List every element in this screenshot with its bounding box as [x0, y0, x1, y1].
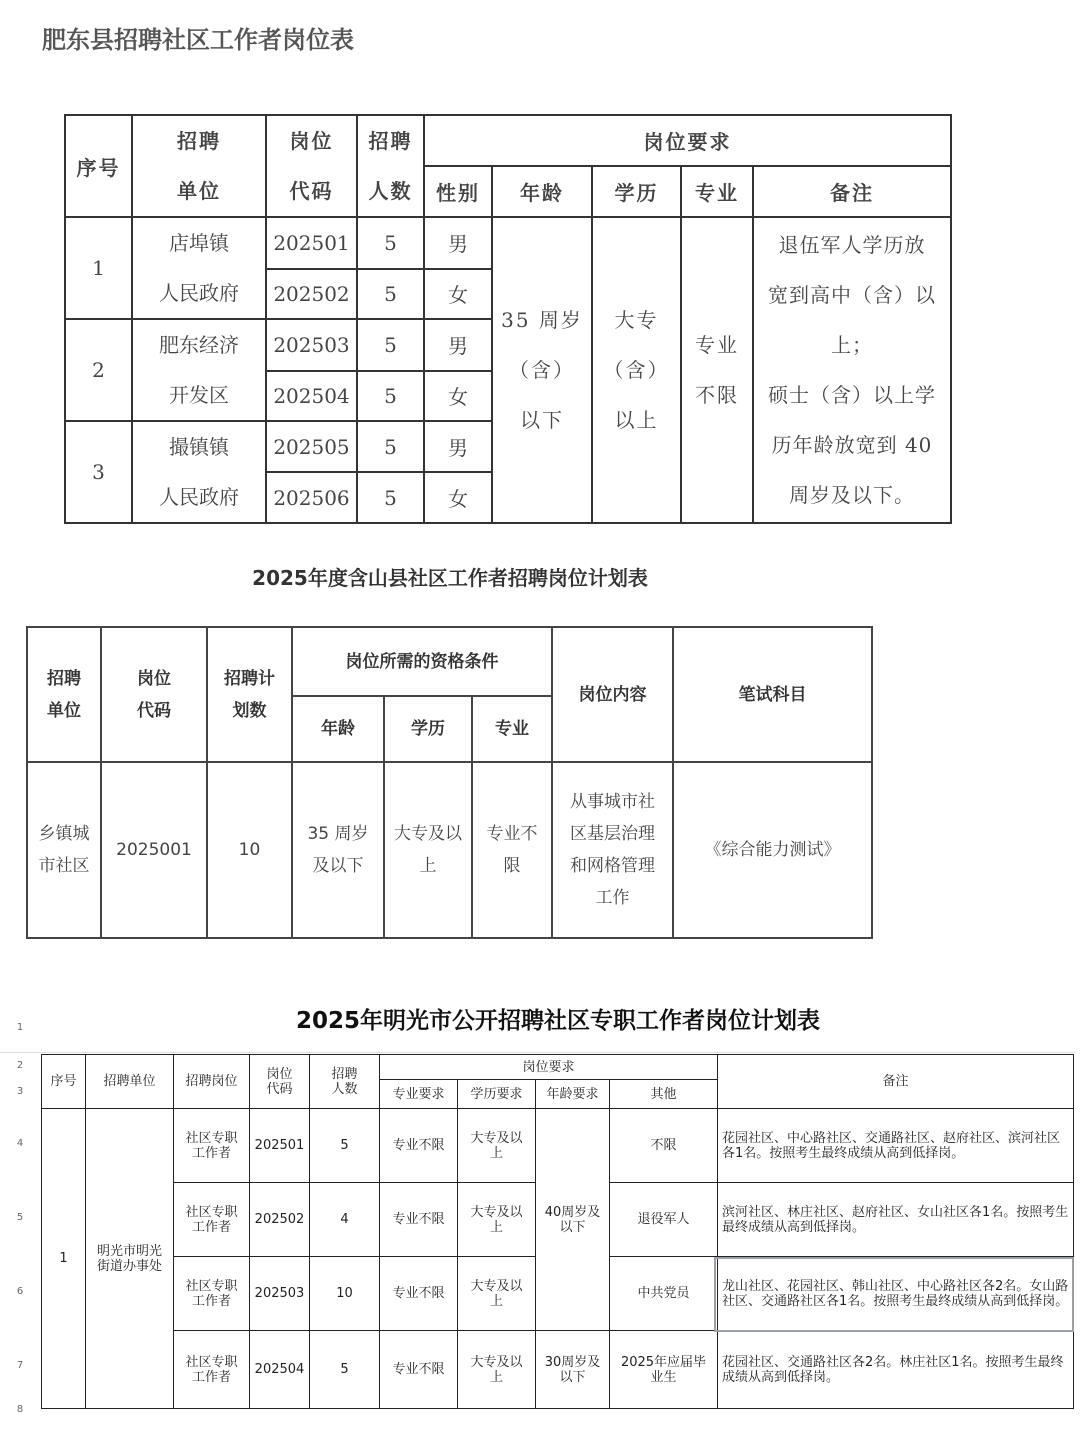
header-code[interactable]: 岗位 代码 [250, 1055, 310, 1109]
header-count: 招聘 人数 [357, 115, 424, 217]
row-gender: 女 [424, 269, 492, 320]
header-unit: 招聘 单位 [27, 627, 101, 762]
hanshan-plan-table [26, 626, 873, 939]
row-count: 5 [357, 371, 424, 422]
row-seq: 1 [65, 217, 132, 319]
feidong-post-table [64, 114, 952, 524]
row-number[interactable]: 6 [16, 1286, 24, 1297]
education-requirement: 大专 （含） 以上 [592, 217, 681, 523]
header-age: 年龄 [492, 166, 592, 217]
row-gender: 女 [424, 371, 492, 422]
row-remark[interactable]: 龙山社区、花园社区、韩山社区、中心路社区各2名。女山路社区、交通路社区各1名。按照考生最终成绩从高到低择岗。 [718, 1257, 1074, 1331]
header-requirements[interactable]: 岗位要求 [380, 1055, 718, 1080]
row-other[interactable]: 2025年应届毕 业生 [610, 1331, 718, 1409]
header-major: 专业 [472, 696, 552, 762]
row-remark[interactable]: 滨河社区、林庄社区、赵府社区、女山社区各1名。按照考生最终成绩从高到低择岗。 [718, 1183, 1074, 1257]
header-exam: 笔试科目 [673, 627, 872, 762]
row-count: 5 [357, 472, 424, 523]
row-gender: 男 [424, 421, 492, 472]
row-seq: 3 [65, 421, 132, 523]
row-education[interactable]: 大专及以 上 [458, 1183, 536, 1257]
header-seq: 序号 [65, 115, 132, 217]
row-code[interactable]: 202504 [250, 1331, 310, 1409]
header-requirements: 岗位要求 [424, 115, 951, 166]
row-code[interactable]: 202501 [250, 1109, 310, 1183]
row-education[interactable]: 大专及以 上 [458, 1257, 536, 1331]
row-education[interactable]: 大专及以 上 [458, 1331, 536, 1409]
header-gender: 性别 [424, 166, 492, 217]
row-number[interactable]: 4 [16, 1138, 24, 1149]
row-major[interactable]: 专业不限 [380, 1257, 458, 1331]
row-unit: 肥东经济 开发区 [132, 319, 266, 421]
header-post[interactable]: 招聘岗位 [174, 1055, 250, 1109]
row-count[interactable]: 10 [310, 1257, 380, 1331]
row-number[interactable]: 3 [16, 1086, 24, 1097]
row-education: 大专及以 上 [384, 762, 472, 938]
header-qualifications: 岗位所需的资格条件 [292, 627, 552, 696]
row-major[interactable]: 专业不限 [380, 1331, 458, 1409]
row-count: 5 [357, 269, 424, 320]
row-other[interactable]: 中共党员 [610, 1257, 718, 1331]
row-unit: 店埠镇 人民政府 [132, 217, 266, 319]
row-count[interactable]: 4 [310, 1183, 380, 1257]
row-post[interactable]: 社区专职 工作者 [174, 1257, 250, 1331]
row-post[interactable]: 社区专职 工作者 [174, 1331, 250, 1409]
row-code: 2025001 [101, 762, 207, 938]
row-age[interactable]: 30周岁及 以下 [536, 1331, 610, 1409]
header-note: 备注 [753, 166, 951, 217]
row-code: 202505 [266, 421, 357, 472]
row-major[interactable]: 专业不限 [380, 1109, 458, 1183]
row-count: 5 [357, 421, 424, 472]
header-education[interactable]: 学历要求 [458, 1080, 536, 1109]
mingguang-plan-table [41, 1054, 1074, 1409]
row-gender: 女 [424, 472, 492, 523]
row-code: 202503 [266, 319, 357, 371]
header-plan: 招聘计 划数 [207, 627, 292, 762]
row-code: 202504 [266, 371, 357, 422]
row-number[interactable]: 5 [16, 1212, 24, 1223]
header-education: 学历 [592, 166, 681, 217]
note-cell: 退伍军人学历放 宽到高中（含）以 上； 硕士（含）以上学 历年龄放宽到 40 周岁及以下。 [753, 217, 951, 523]
row-other[interactable]: 退役军人 [610, 1183, 718, 1257]
row-exam: 《综合能力测试》 [673, 762, 872, 938]
row-major[interactable]: 专业不限 [380, 1183, 458, 1257]
header-unit: 招聘 单位 [132, 115, 266, 217]
row-code: 202501 [266, 217, 357, 269]
row-count: 5 [357, 319, 424, 371]
major-requirement: 专业 不限 [681, 217, 753, 523]
header-remark[interactable]: 备注 [718, 1055, 1074, 1109]
header-content: 岗位内容 [552, 627, 673, 762]
header-code: 岗位 代码 [101, 627, 207, 762]
row-remark[interactable]: 花园社区、交通路社区各2名。林庄社区1名。按照考生最终成绩从高到低择岗。 [718, 1331, 1074, 1409]
row-count[interactable]: 5 [310, 1109, 380, 1183]
header-age[interactable]: 年龄要求 [536, 1080, 610, 1109]
row-education[interactable]: 大专及以 上 [458, 1109, 536, 1183]
row-post[interactable]: 社区专职 工作者 [174, 1183, 250, 1257]
row-major: 专业不 限 [472, 762, 552, 938]
header-age: 年龄 [292, 696, 384, 762]
row-age: 35 周岁 及以下 [292, 762, 384, 938]
header-other[interactable]: 其他 [610, 1080, 718, 1109]
row-unit[interactable]: 明光市明光 街道办事处 [86, 1109, 174, 1409]
row-content: 从事城市社 区基层治理 和网格管理 工作 [552, 762, 673, 938]
row-seq: 2 [65, 319, 132, 421]
header-code: 岗位 代码 [266, 115, 357, 217]
header-seq[interactable]: 序号 [42, 1055, 86, 1109]
row-number[interactable]: 7 [16, 1360, 24, 1371]
row-remark[interactable]: 花园社区、中心路社区、交通路社区、赵府社区、滨河社区各1名。按照考生最终成绩从高到低择岗。 [718, 1109, 1074, 1183]
row-plan: 10 [207, 762, 292, 938]
row-gender: 男 [424, 319, 492, 371]
row-unit: 撮镇镇 人民政府 [132, 421, 266, 523]
header-education: 学历 [384, 696, 472, 762]
row-number[interactable]: 1 [16, 1022, 24, 1033]
doc3-title: 2025年明光市公开招聘社区专职工作者岗位计划表 [295, 1008, 820, 1034]
row-gender: 男 [424, 217, 492, 269]
row-number[interactable]: 8 [16, 1404, 24, 1412]
row-code[interactable]: 202502 [250, 1183, 310, 1257]
row-other[interactable]: 不限 [610, 1109, 718, 1183]
header-count[interactable]: 招聘 人数 [310, 1055, 380, 1109]
doc2-title: 2025年度含山县社区工作者招聘岗位计划表 [252, 566, 648, 590]
doc1-title: 肥东县招聘社区工作者岗位表 [42, 26, 354, 54]
row-code[interactable]: 202503 [250, 1257, 310, 1331]
row-post[interactable]: 社区专职 工作者 [174, 1109, 250, 1183]
row-code: 202506 [266, 472, 357, 523]
row-seq[interactable]: 1 [42, 1109, 86, 1409]
row-code: 202502 [266, 269, 357, 320]
row-count[interactable]: 5 [310, 1331, 380, 1409]
row-count: 5 [357, 217, 424, 269]
age-requirement: 35 周岁 （含） 以下 [492, 217, 592, 523]
row-age[interactable]: 40周岁及 以下 [536, 1109, 610, 1331]
row-unit: 乡镇城 市社区 [27, 762, 101, 938]
header-major[interactable]: 专业要求 [380, 1080, 458, 1109]
sheet-gridline [0, 1052, 1076, 1053]
row-number[interactable]: 2 [16, 1060, 24, 1071]
header-major: 专业 [681, 166, 753, 217]
header-unit[interactable]: 招聘单位 [86, 1055, 174, 1109]
